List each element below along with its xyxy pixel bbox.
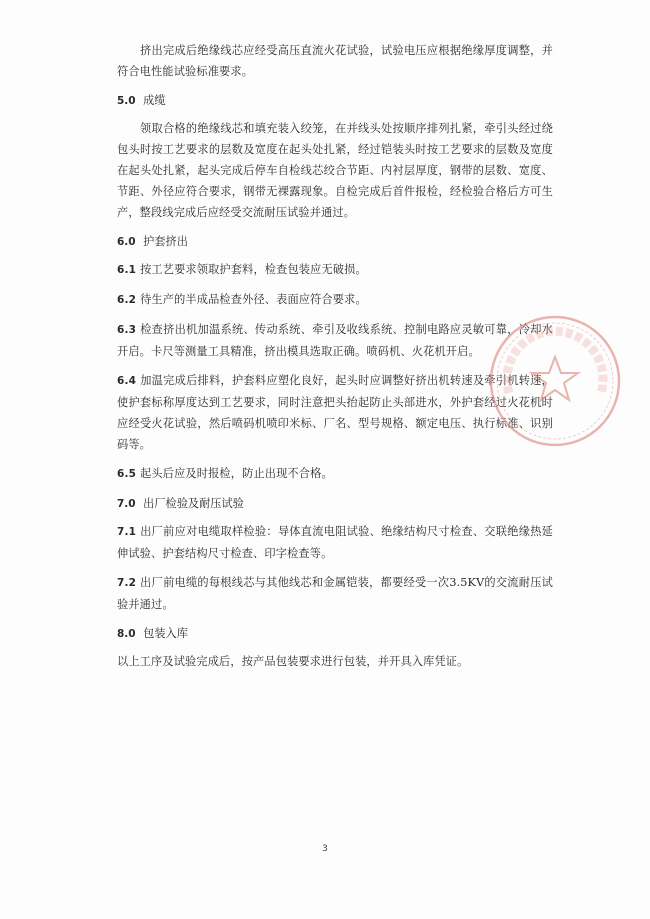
item-6-4-number: 6.4 — [117, 375, 137, 387]
item-7-2-number: 7.2 — [117, 577, 137, 589]
intro-paragraph: 挤出完成后绝缘线芯应经受高压直流火花试验，试验电压应根据绝缘厚度调整，并符合电性能试验标准要求。 — [117, 44, 553, 78]
item-7-1-text: 出厂前应对电缆取样检验：导体直流电阻试验、绝缘结构尺寸检查、交联绝缘热延伸试验、护套结构尺寸检查、印字检查等。 — [117, 525, 553, 560]
item-7-1-number: 7.1 — [117, 526, 137, 538]
section-6-title: 护套挤出 — [143, 235, 188, 248]
section-5-body: 领取合格的绝缘线芯和填充装入绞笼，在并线头处按顺序排列扎紧，牵引头经过绕包头时按工艺要求的层数及宽度在起头处扎紧，经过铠装头时按工艺要求的层数及宽度在起头处扎紧，起头完成后停车自检线芯绞合节距、内衬层厚度，钢带的层数、宽度、节距、外径应符合要求，钢带无裸露现象。自检完成后首件报检，经检验合格后方可生产，整段线完成后应经受交流耐压试验并通过。 — [117, 122, 553, 219]
seal-inner-ring — [497, 323, 613, 439]
item-6-2-text: 待生产的半成品检查外径、表面应符合要求。 — [140, 293, 367, 306]
item-6-3-text: 检查挤出机加温系统、传动系统、牵引及收线系统、控制电路应灵敏可靠，冷却水开启。卡尺等测量工具精准，挤出模具选取正确。喷码机、火花机开启。 — [117, 323, 553, 358]
item-6-1-number: 6.1 — [117, 264, 137, 276]
page-number: 3 — [322, 844, 328, 854]
section-5-heading — [117, 90, 553, 112]
item-6-5 — [117, 463, 553, 485]
section-7-heading — [117, 493, 553, 515]
section-8-title: 包装入库 — [143, 627, 188, 640]
company-seal — [487, 313, 623, 449]
section-7-number: 7.0 — [117, 498, 136, 510]
item-6-1-text: 按工艺要求领取护套料，检查包装应无破损。 — [140, 263, 367, 276]
item-6-4-text: 加温完成后排料，护套料应塑化良好，起头时应调整好挤出机转速及牵引机转速，使护套标称厚度达到工艺要求，同时注意把头抬起防止头部进水，外护套经过火花机时应经受火花试验，然后喷码机喷印米标、厂名、型号规格、额定电压、执行标准、识别码等。 — [117, 374, 553, 451]
item-7-2-text: 出厂前电缆的每根线芯与其他线芯和金属铠装，都要经受一次3.5KV的交流耐压试验并通过。 — [117, 576, 553, 611]
seal-arc-text-band — [507, 331, 603, 393]
section-8-heading — [117, 623, 553, 645]
item-7-2 — [117, 572, 553, 615]
section-8-number: 8.0 — [117, 628, 136, 640]
item-6-5-text: 起头后应及时报检，防止出现不合格。 — [140, 467, 333, 480]
section-6-number: 6.0 — [117, 236, 136, 248]
item-6-5-number: 6.5 — [117, 468, 137, 480]
seal-star-icon — [532, 357, 578, 400]
section-8-body: 以上工序及试验完成后，按产品包装要求进行包装，并开具入库凭证。 — [117, 655, 469, 668]
item-6-3-number: 6.3 — [117, 324, 137, 336]
section-6-heading — [117, 231, 553, 253]
item-7-1 — [117, 521, 553, 564]
item-6-2-number: 6.2 — [117, 294, 137, 306]
item-6-1 — [117, 259, 553, 281]
item-6-2 — [117, 289, 553, 311]
section-5-title: 成缆 — [143, 94, 166, 107]
section-7-title: 出厂检验及耐压试验 — [143, 497, 244, 510]
section-5-number: 5.0 — [117, 95, 136, 107]
